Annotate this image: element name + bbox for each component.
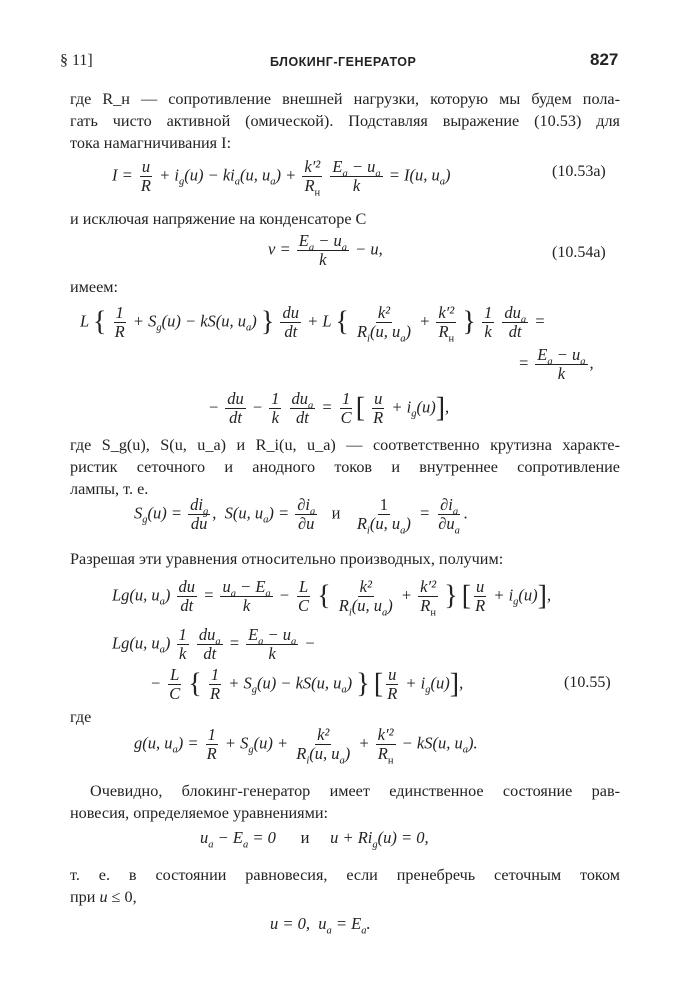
equation-system-line-1: L { $\frac{1}{R}$ + $S_g(u) - kS(u$, $u_a$) } $\frac{du}{dt}$ + L { $\frac{\text{k²}}{R_i(u, u_a)}$ + $\frac{\text{k′²}}{R_н}$ } $\frac{1}{k}$ $\frac{du_a}{dt}$ =	[80, 303, 546, 345]
paragraph-1-line-2: гать чисто активной (омической). Подставляя выражение (10.53) для	[70, 112, 620, 130]
paragraph-8-line-2: при u ≤ 0,	[70, 888, 137, 906]
equation-number-10-54a: (10.54а)	[552, 244, 606, 261]
paragraph-2: и исключая напряжение на конденсаторе C	[70, 210, 367, 228]
equation-10-54a: v = $\frac{E_a - u_a}{k}$ − u,	[268, 231, 383, 269]
paragraph-1-line-3: тока намагничивания I:	[70, 134, 232, 152]
equation-number-10-55: (10.55)	[564, 674, 611, 691]
equation-number-10-53a: (10.53а)	[552, 163, 606, 180]
equation-solution-line-1: Lg(u, $u_a$) $\frac{du}{dt}$ = $\frac{u_a - E_a}{k}$ − $\frac{L}{C}$ { $\frac{\text{k²}}{R_i(u, u_a)}$ + $\frac{\text{k′²}}{R_н}$ } [ $\frac{u}{R}$ + $i_g(u)$],	[112, 577, 552, 619]
paragraph-4-line-1: где S_g(u), S(u, u_a) и R_i(u, u_a) — соответственно крутизна характе-	[70, 436, 620, 454]
equation-system-line-2: − $\frac{du}{dt}$ − $\frac{1}{k}$ $\frac{du_a}{dt}$ = $\frac{1}{C}$ [ $\frac{u}{R}$ + $i_g(u)$],	[208, 389, 450, 427]
paragraph-5: Разрешая эти уравнения относительно производных, получим:	[70, 550, 504, 568]
equation-equilibrium: $u_a - E_a = 0$ и $u + Ri_g(u) = 0$,	[200, 828, 429, 851]
paragraph-4-line-2: ристик сеточного и анодного токов и внутреннее сопротивление	[70, 458, 620, 476]
section-marker: § 11]	[60, 52, 93, 69]
paragraph-6: где	[70, 708, 92, 726]
equation-solution-line-2: Lg(u, $u_a$) $\frac{1}{k}$ $\frac{du_a}{dt}$ = $\frac{E_a - u_a}{k}$ −	[112, 625, 316, 663]
equation-system-line-1-rhs: = $\frac{E_a - u_a}{k}$ ,	[518, 345, 594, 383]
equation-10-53a: I = $\frac{u}{R}$ + $i_g(u) - ki_a(u$, $u_a$) + $\frac{\text{k′²}}{R_н}$ $\frac{E_a - u_a}{k}$ = I(u, $u_a$)	[112, 157, 451, 199]
paragraph-7-line-1: Очевидно, блокинг-генератор имеет единственное состояние рав-	[90, 782, 620, 800]
paragraph-3: имеем:	[70, 278, 119, 296]
paragraph-1-line-1: где R_н — сопротивление внешней нагрузки, которую мы будем пола-	[70, 90, 620, 108]
paragraph-8-line-1: т. е. в состоянии равновесия, если пренебречь сеточным током	[70, 866, 620, 884]
paragraph-4-line-3: лампы, т. е.	[70, 480, 149, 498]
equation-g: g(u, $u_a$) = $\frac{1}{R}$ + $S_g(u)$ + $\frac{\text{k²}}{R_i(u, u_a)}$ + $\frac{\text{k′²}}{R_н}$ − kS(u, $u_a$).	[134, 725, 478, 767]
paragraph-7-line-2: новесия, определяемое уравнениями:	[70, 804, 329, 822]
equation-definitions: $S_g(u)$ = $\frac{di_g}{du}$ , S(u, $u_a$) = $\frac{\partial i_a}{\partial u}$ и $\frac{1}{R_i(u, u_a)}$ = $\frac{\partial i_a}{\partial u_a}$ .	[134, 495, 469, 537]
running-title: БЛОКИНГ-ГЕНЕРАТОР	[270, 55, 417, 69]
page-number: 827	[590, 50, 619, 69]
equation-final: u = 0, $u_a = E_a$.	[270, 914, 371, 937]
equation-solution-line-3: − $\frac{L}{C}$ { $\frac{1}{R}$ + $S_g(u) - kS(u$, $u_a$) } [ $\frac{u}{R}$ + $i_g(u)$],	[150, 665, 464, 703]
